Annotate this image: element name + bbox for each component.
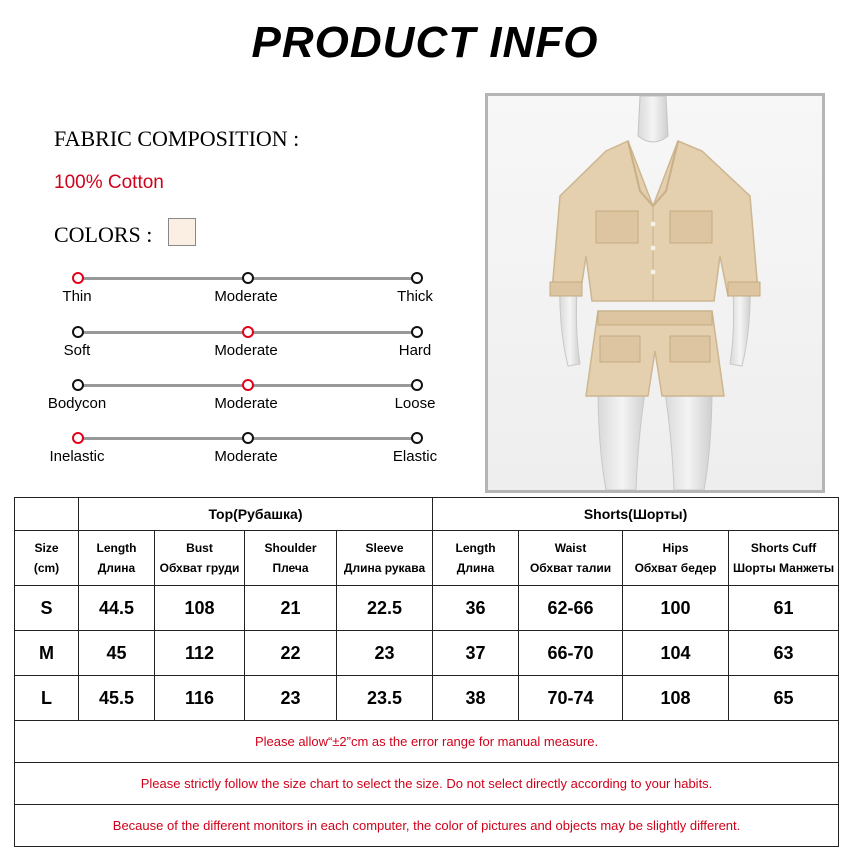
column-header [245, 531, 337, 586]
size-chart-table [14, 497, 839, 847]
column-header-ru: Обхват бедер [634, 561, 717, 575]
table-cell: 108 [155, 586, 245, 631]
column-header-ru: Шорты Манжеты [733, 561, 835, 575]
fabric-composition-value: 100% Cotton [54, 172, 164, 193]
scale-softness [0, 326, 480, 376]
column-header [337, 531, 433, 586]
scale-dot-left [72, 272, 84, 284]
table-cell: 104 [623, 631, 729, 676]
note-row [15, 721, 839, 763]
column-header [433, 531, 519, 586]
column-header-en: Shorts Cuff [750, 541, 817, 555]
table-cell: 45.5 [79, 676, 155, 721]
column-header [519, 531, 623, 586]
scale-left-label: Inelastic [49, 448, 105, 465]
table-cell: 44.5 [79, 586, 155, 631]
column-header-ru: (cm) [33, 561, 60, 575]
column-header-ru: Обхват талии [529, 561, 612, 575]
scale-right-label: Thick [397, 288, 433, 305]
table-cell: 116 [155, 676, 245, 721]
column-header-ru: Плеча [272, 561, 309, 575]
table-row [15, 631, 839, 676]
scale-dot-left [72, 432, 84, 444]
column-header-en: Length [455, 541, 496, 555]
table-cell: 45 [79, 631, 155, 676]
scale-dot-right [411, 432, 423, 444]
column-header-ru: Обхват груди [159, 561, 240, 575]
table-cell: 112 [155, 631, 245, 676]
mannequin-outfit-illustration [488, 96, 822, 490]
table-cell: 108 [623, 676, 729, 721]
table-cell: 23.5 [337, 676, 433, 721]
column-header-en: Size [34, 541, 59, 555]
table-cell: 62-66 [519, 586, 623, 631]
scale-middle-label: Moderate [214, 288, 278, 305]
size-selection-note: Please strictly follow the size chart to select the size. Do not select directly according to your habits. [15, 763, 839, 805]
shorts-group-header: Shorts(Шорты) [433, 498, 839, 531]
scale-middle-label: Moderate [214, 448, 278, 465]
color-swatch[interactable] [168, 218, 196, 246]
table-cell: 61 [729, 586, 839, 631]
colors-label: COLORS : [54, 222, 153, 247]
page-title: PRODUCT INFO [251, 18, 599, 67]
scale-dot-right [411, 326, 423, 338]
table-cell: 63 [729, 631, 839, 676]
table-row [15, 586, 839, 631]
table-cell: 70-74 [519, 676, 623, 721]
scale-dot-middle [242, 379, 254, 391]
column-header-ru: Длина [97, 561, 136, 575]
column-header-ru: Длина рукава [343, 561, 426, 575]
column-header [79, 531, 155, 586]
table-cell: 22.5 [337, 586, 433, 631]
table-cell: 65 [729, 676, 839, 721]
table-cell: 38 [433, 676, 519, 721]
column-header-ru: Длина [456, 561, 495, 575]
table-cell: 36 [433, 586, 519, 631]
scale-right-label: Elastic [392, 448, 438, 465]
measurement-error-note: Please allow“±2”cm as the error range for manual measure. [15, 721, 839, 763]
scale-dot-right [411, 379, 423, 391]
table-cell: 66-70 [519, 631, 623, 676]
table-column-header-row [15, 531, 839, 586]
table-cell: 37 [433, 631, 519, 676]
scale-dot-middle [242, 326, 254, 338]
note-row [15, 805, 839, 847]
column-header [155, 531, 245, 586]
column-header-en: Waist [554, 541, 587, 555]
scale-dot-middle [242, 432, 254, 444]
scale-dot-left [72, 326, 84, 338]
column-header-en: Length [96, 541, 137, 555]
scale-dot-right [411, 272, 423, 284]
note-row [15, 763, 839, 805]
column-header-en: Shoulder [264, 541, 317, 555]
scale-middle-label: Moderate [214, 395, 278, 412]
scale-left-label: Bodycon [47, 395, 107, 412]
column-header [623, 531, 729, 586]
column-header-en: Hips [662, 541, 689, 555]
scale-middle-label: Moderate [214, 342, 278, 359]
table-cell: 21 [245, 586, 337, 631]
column-header [15, 531, 79, 586]
scale-right-label: Hard [398, 342, 432, 359]
table-row [15, 676, 839, 721]
table-cell: 23 [245, 676, 337, 721]
product-photo [485, 93, 825, 493]
size-cell: L [15, 676, 79, 721]
table-corner-cell [15, 498, 79, 531]
scale-dot-left [72, 379, 84, 391]
scale-left-label: Thin [62, 288, 92, 305]
scale-left-label: Soft [63, 342, 91, 359]
scale-dot-middle [242, 272, 254, 284]
table-cell: 22 [245, 631, 337, 676]
scale-fit [0, 379, 480, 429]
fabric-composition-label: FABRIC COMPOSITION : [54, 126, 300, 151]
top-group-header: Top(Рубашка) [79, 498, 433, 531]
scale-right-label: Loose [394, 395, 436, 412]
scale-thickness [0, 272, 480, 322]
table-group-header-row [15, 498, 839, 531]
size-cell: M [15, 631, 79, 676]
column-header-en: Bust [186, 541, 213, 555]
scale-elasticity [0, 432, 480, 482]
color-difference-note: Because of the different monitors in each computer, the color of pictures and objects may be slightly different. [15, 805, 839, 847]
table-cell: 100 [623, 586, 729, 631]
column-header [729, 531, 839, 586]
table-cell: 23 [337, 631, 433, 676]
column-header-en: Sleeve [365, 541, 404, 555]
size-cell: S [15, 586, 79, 631]
